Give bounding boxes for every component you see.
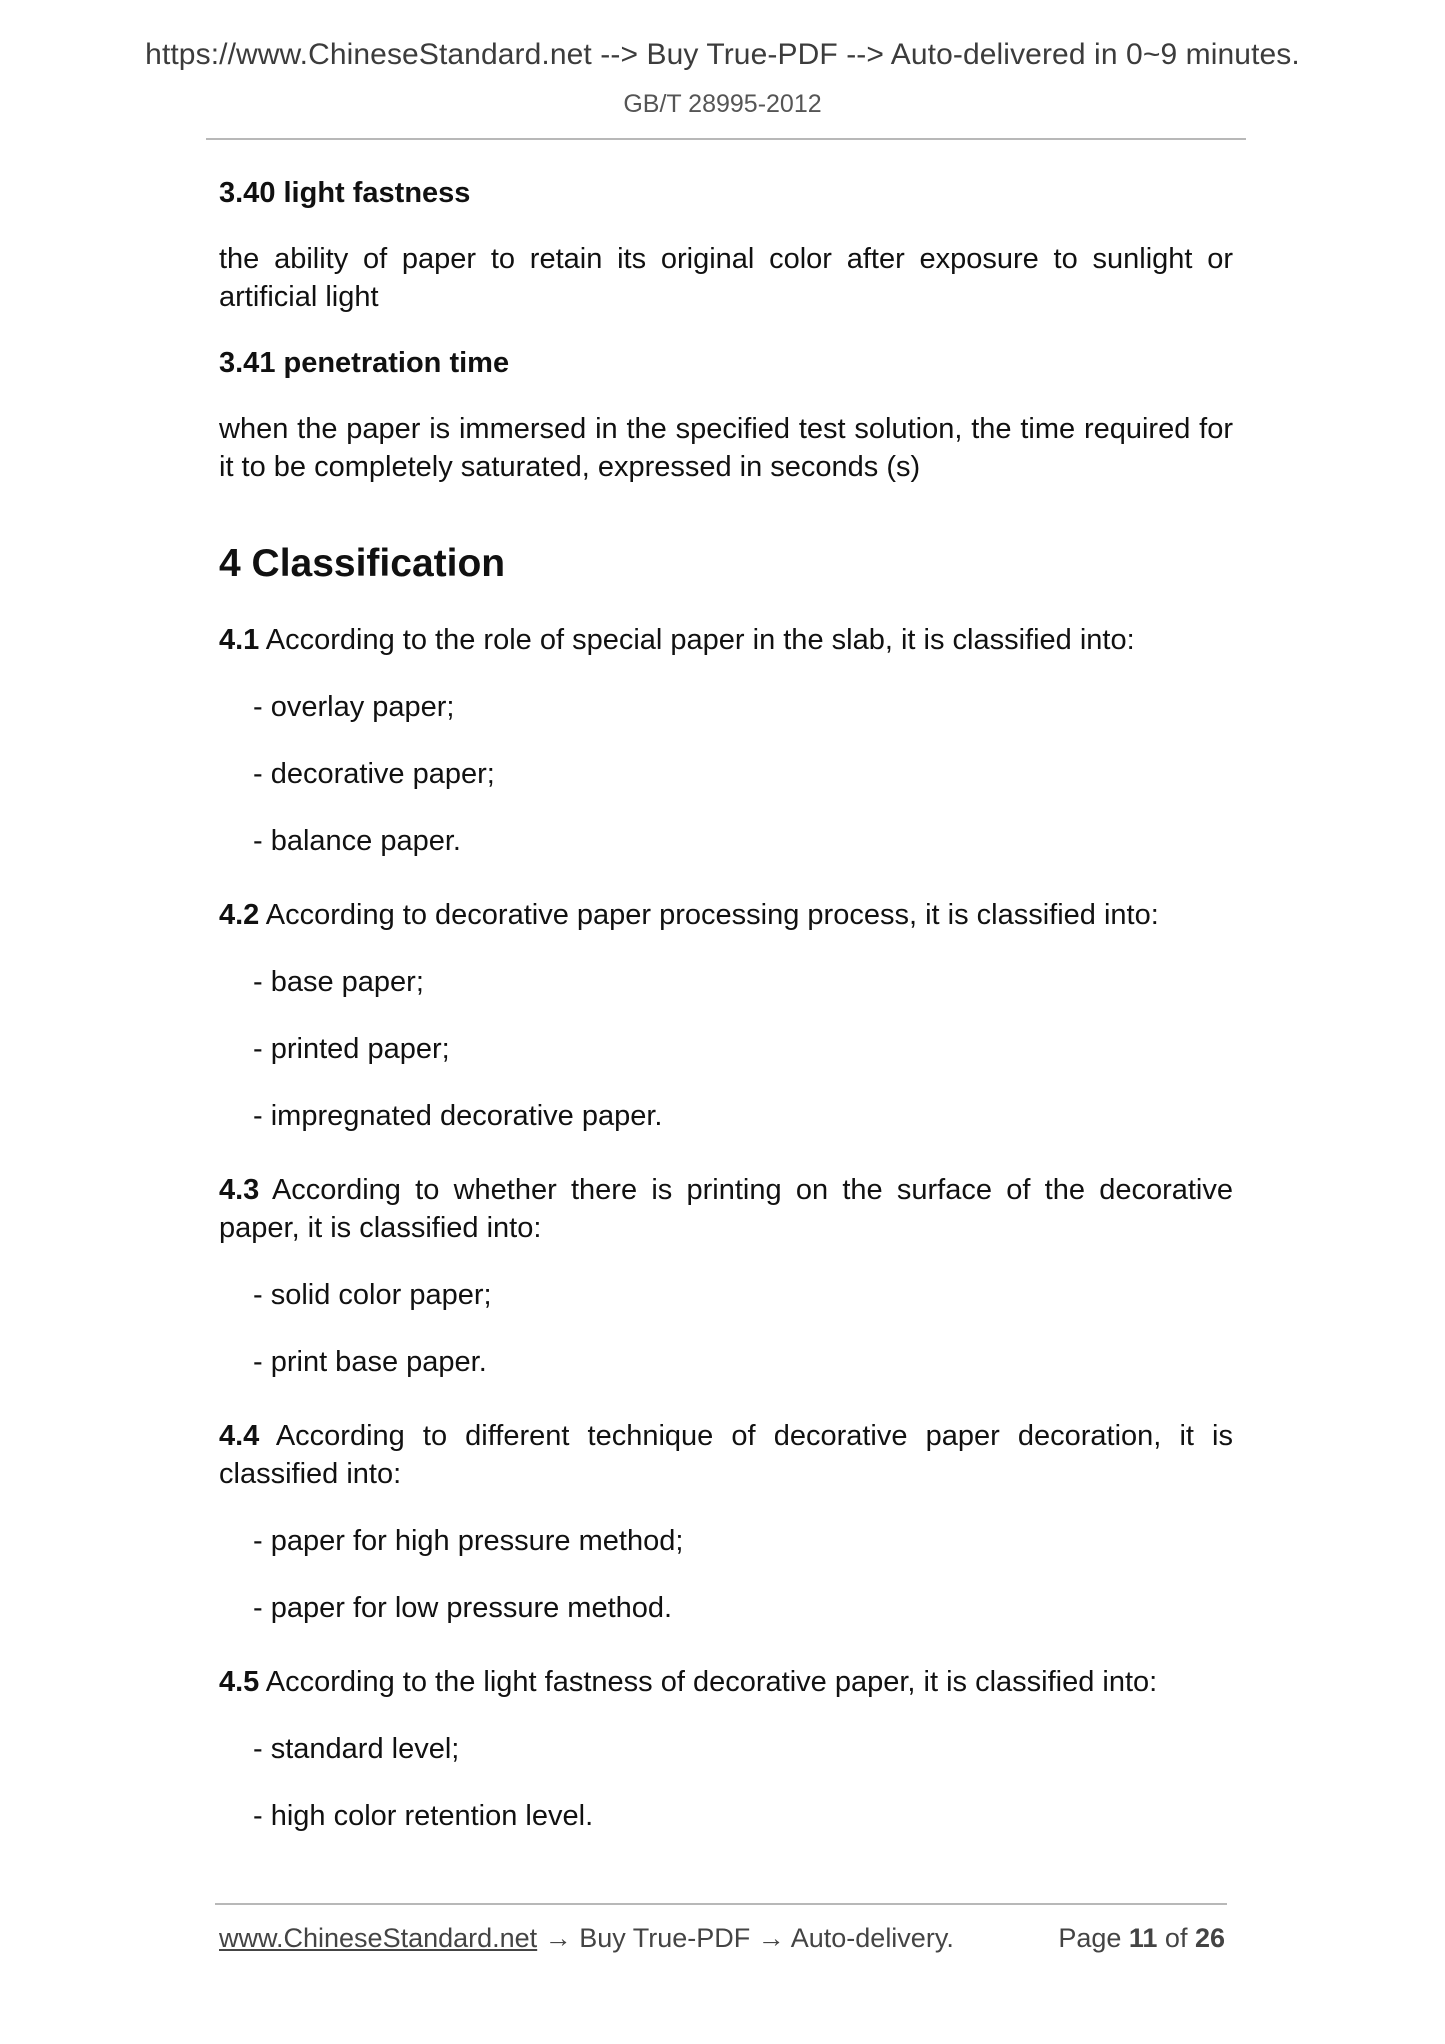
- list-item: - paper for low pressure method.: [253, 1592, 673, 1624]
- clause-text: [219, 1663, 1233, 1701]
- clause-body: According to different technique of decorative paper decoration, it is classified into:: [219, 1420, 1233, 1490]
- clause-4-4: [219, 1417, 1233, 1627]
- list-item: - base paper;: [253, 966, 424, 998]
- list-item: - high color retention level.: [253, 1800, 594, 1832]
- standard-code: GB/T 28995-2012: [623, 90, 822, 118]
- clause-4-5: [219, 1663, 1233, 1835]
- clause-number: 4.4: [219, 1420, 260, 1452]
- clause-body: According to decorative paper processing process, it is classified into:: [259, 899, 1159, 931]
- list-item: - printed paper;: [253, 1033, 450, 1065]
- term-title: 3.40 light fastness: [219, 177, 471, 209]
- of-label: of: [1157, 1923, 1195, 1953]
- term-title: 3.41 penetration time: [219, 347, 510, 379]
- footer-site-link[interactable]: www.ChineseStandard.net: [219, 1923, 538, 1953]
- section-heading: 4 Classification: [219, 542, 506, 585]
- clause-body: According to the role of special paper in the slab, it is classified into:: [259, 624, 1135, 656]
- term-3-41: [219, 344, 1233, 486]
- clause-number: 4.3: [219, 1174, 260, 1206]
- page-indicator: [1058, 1923, 1225, 1954]
- list-item: - decorative paper;: [253, 758, 495, 790]
- clause-number: 4.5: [219, 1666, 260, 1698]
- list-item: - standard level;: [253, 1733, 460, 1765]
- list-item: - paper for high pressure method;: [253, 1525, 684, 1557]
- list-item: - overlay paper;: [253, 691, 455, 723]
- clause-text: [219, 1417, 1233, 1493]
- header-divider: [206, 138, 1246, 140]
- footer-promo: [219, 1923, 954, 1954]
- term-3-40: [219, 174, 1233, 316]
- clause-4-2: [219, 896, 1233, 1135]
- list-item: - solid color paper;: [253, 1279, 492, 1311]
- clause-body: According to the light fastness of decorative paper, it is classified into:: [259, 1666, 1158, 1698]
- total-pages-number: 26: [1194, 1923, 1225, 1953]
- page-label: Page: [1058, 1923, 1129, 1953]
- header-url-line: https://www.ChineseStandard.net --> Buy True-PDF --> Auto-delivered in 0~9 minutes.: [145, 38, 1300, 71]
- clause-number: 4.1: [219, 624, 260, 656]
- page-content: [219, 164, 1233, 1835]
- footer-divider: [215, 1903, 1227, 1905]
- clause-4-3: [219, 1171, 1233, 1381]
- clause-text: [219, 1171, 1233, 1247]
- clause-body: According to whether there is printing on the surface of the decorative paper, it is classified into:: [219, 1174, 1233, 1244]
- list-item: - print base paper.: [253, 1346, 487, 1378]
- clause-4-1: [219, 621, 1233, 860]
- clause-number: 4.2: [219, 899, 260, 931]
- term-definition: the ability of paper to retain its original color after exposure to sunlight or artificial light: [219, 243, 1233, 313]
- clause-text: [219, 621, 1233, 659]
- list-item: - impregnated decorative paper.: [253, 1100, 663, 1132]
- clause-text: [219, 896, 1233, 934]
- term-definition: when the paper is immersed in the specified test solution, the time required for it to be completely saturated, expressed in seconds (s): [219, 413, 1233, 483]
- current-page-number: 11: [1128, 1923, 1158, 1953]
- footer-tail-text: → Buy True-PDF → Auto-delivery.: [537, 1923, 954, 1953]
- list-item: - balance paper.: [253, 825, 461, 857]
